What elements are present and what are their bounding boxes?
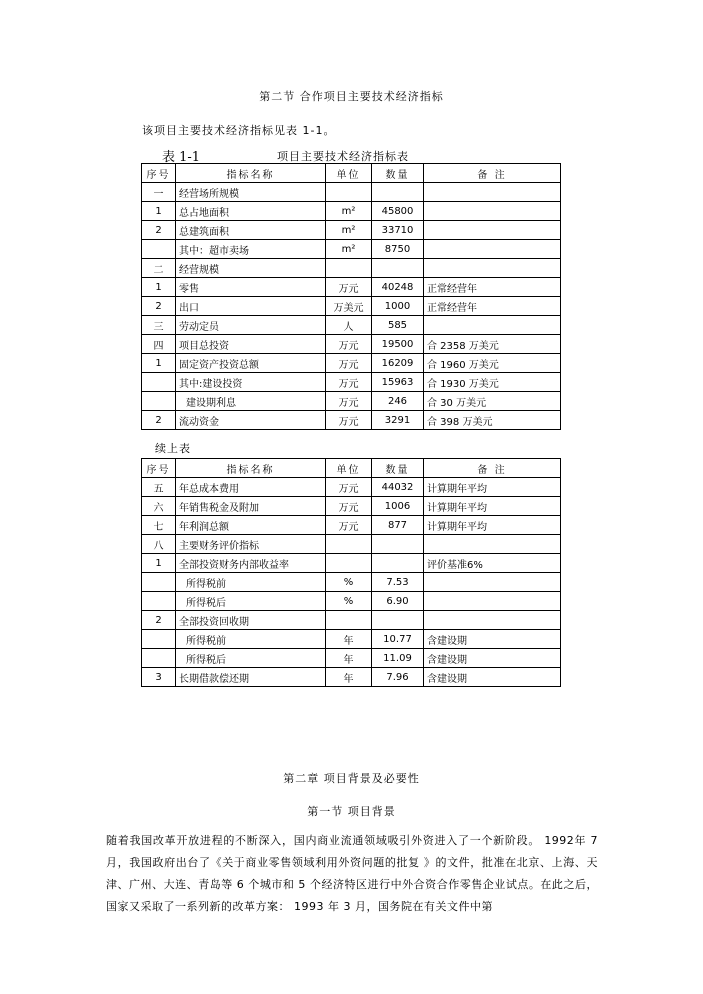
- col-header-quantity: 数量: [372, 459, 424, 478]
- cell-name: 经营规模: [176, 259, 326, 278]
- table-row: [142, 411, 561, 430]
- table-header-row: [142, 459, 561, 478]
- table-row: [142, 535, 561, 554]
- cell-remarks: 合 30 万美元: [424, 392, 561, 411]
- cell-name: 项目总投资: [176, 335, 326, 354]
- cell-remarks: 计算期年平均: [424, 478, 561, 497]
- table-row: [142, 259, 561, 278]
- table-row: [142, 611, 561, 630]
- cell-index: [142, 649, 176, 668]
- cell-name: 流动资金: [176, 411, 326, 430]
- cell-quantity: 45800: [372, 202, 424, 221]
- table-row: [142, 392, 561, 411]
- cell-quantity: 246: [372, 392, 424, 411]
- section-title-background: 第一节 项目背景: [307, 805, 396, 818]
- cell-remarks: [424, 611, 561, 630]
- cell-quantity: 10.77: [372, 630, 424, 649]
- cell-name: 劳动定员: [176, 316, 326, 335]
- cell-unit: 万元: [326, 478, 372, 497]
- cell-quantity: 33710: [372, 221, 424, 240]
- cell-quantity: 585: [372, 316, 424, 335]
- cell-remarks: 含建设期: [424, 668, 561, 687]
- cell-quantity: 8750: [372, 240, 424, 259]
- table-row: [142, 335, 561, 354]
- table-row: [142, 373, 561, 392]
- table-row: [142, 649, 561, 668]
- cell-unit: 万元: [326, 278, 372, 297]
- cell-name: 全部投资财务内部收益率: [176, 554, 326, 573]
- cell-name: 其中：超市卖场: [176, 240, 326, 259]
- cell-remarks: [424, 316, 561, 335]
- table-number: 表 1-1: [162, 150, 201, 165]
- cell-name: 建设期利息: [176, 392, 326, 411]
- cell-name: 长期借款偿还期: [176, 668, 326, 687]
- cell-quantity: 11.09: [372, 649, 424, 668]
- col-header-remarks: 备 注: [424, 459, 561, 478]
- continued-label: 续上表: [155, 442, 191, 455]
- cell-unit: 万元: [326, 411, 372, 430]
- cell-index: 1: [142, 354, 176, 373]
- cell-quantity: 7.53: [372, 573, 424, 592]
- cell-name: 所得税后: [176, 592, 326, 611]
- cell-index: 2: [142, 611, 176, 630]
- cell-name: 零售: [176, 278, 326, 297]
- cell-remarks: 含建设期: [424, 649, 561, 668]
- cell-index: 三: [142, 316, 176, 335]
- cell-remarks: 合 1930 万美元: [424, 373, 561, 392]
- cell-unit: [326, 554, 372, 573]
- table-row: [142, 573, 561, 592]
- cell-name: 所得税前: [176, 573, 326, 592]
- cell-unit: m²: [326, 202, 372, 221]
- section-title: 第二节 合作项目主要技术经济指标: [259, 90, 444, 103]
- background-paragraph: 随着我国改革开放进程的不断深入，国内商业流通领域吸引外资进入了一个新阶段。 1992年 7 月，我国政府出台了《关于商业零售领域利用外资问题的批复 》的文件，批准在北京、上海、天津、广州、大连、青岛等 6 个城市和 5 个经济特区进行中外合资合作零售企业试点。在此之后，国家又采取了一系列新的改革方案： 1993 年 3 月，国务院在有关文件中第: [106, 834, 598, 913]
- cell-quantity: 44032: [372, 478, 424, 497]
- col-header-unit: 单位: [326, 164, 372, 183]
- cell-unit: 万元: [326, 497, 372, 516]
- cell-quantity: 16209: [372, 354, 424, 373]
- table-row: [142, 221, 561, 240]
- cell-quantity: 19500: [372, 335, 424, 354]
- cell-index: 五: [142, 478, 176, 497]
- cell-remarks: 正常经营年: [424, 278, 561, 297]
- indicator-table-continued: [141, 458, 561, 687]
- cell-remarks: [424, 202, 561, 221]
- cell-quantity: 1006: [372, 497, 424, 516]
- cell-name: 其中:建设投资: [176, 373, 326, 392]
- table-row: [142, 183, 561, 202]
- cell-remarks: [424, 573, 561, 592]
- cell-remarks: 合 398 万美元: [424, 411, 561, 430]
- cell-quantity: 877: [372, 516, 424, 535]
- cell-unit: 万元: [326, 373, 372, 392]
- cell-quantity: [372, 259, 424, 278]
- cell-unit: 年: [326, 649, 372, 668]
- cell-quantity: 3291: [372, 411, 424, 430]
- cell-remarks: 合 1960 万美元: [424, 354, 561, 373]
- cell-index: 七: [142, 516, 176, 535]
- cell-remarks: 合 2358 万美元: [424, 335, 561, 354]
- cell-index: [142, 373, 176, 392]
- col-header-name: 指标名称: [176, 164, 326, 183]
- table-row: [142, 297, 561, 316]
- cell-unit: 年: [326, 630, 372, 649]
- cell-index: 1: [142, 278, 176, 297]
- cell-remarks: [424, 183, 561, 202]
- col-header-index: 序号: [142, 164, 176, 183]
- cell-unit: [326, 611, 372, 630]
- table-row: [142, 554, 561, 573]
- table-row: [142, 478, 561, 497]
- cell-unit: 人: [326, 316, 372, 335]
- cell-remarks: 正常经营年: [424, 297, 561, 316]
- col-header-remarks: 备 注: [424, 164, 561, 183]
- cell-unit: %: [326, 592, 372, 611]
- cell-index: 1: [142, 202, 176, 221]
- table-header-row: [142, 164, 561, 183]
- cell-name: 年销售税金及附加: [176, 497, 326, 516]
- cell-quantity: 7.96: [372, 668, 424, 687]
- col-header-index: 序号: [142, 459, 176, 478]
- cell-unit: 万元: [326, 335, 372, 354]
- cell-quantity: [372, 183, 424, 202]
- cell-unit: %: [326, 573, 372, 592]
- cell-index: 一: [142, 183, 176, 202]
- col-header-unit: 单位: [326, 459, 372, 478]
- cell-index: 2: [142, 411, 176, 430]
- cell-index: 八: [142, 535, 176, 554]
- cell-name: 总占地面积: [176, 202, 326, 221]
- cell-quantity: 40248: [372, 278, 424, 297]
- cell-name: 主要财务评价指标: [176, 535, 326, 554]
- table-row: [142, 497, 561, 516]
- table-row: [142, 202, 561, 221]
- table-row: [142, 592, 561, 611]
- cell-remarks: [424, 221, 561, 240]
- cell-remarks: [424, 240, 561, 259]
- cell-index: [142, 630, 176, 649]
- cell-quantity: [372, 535, 424, 554]
- cell-name: 所得税前: [176, 630, 326, 649]
- cell-name: 固定资产投资总额: [176, 354, 326, 373]
- table-row: [142, 240, 561, 259]
- cell-name: 年利润总额: [176, 516, 326, 535]
- cell-index: 1: [142, 554, 176, 573]
- cell-name: 经营场所规模: [176, 183, 326, 202]
- cell-remarks: 计算期年平均: [424, 516, 561, 535]
- cell-index: 二: [142, 259, 176, 278]
- table-row: [142, 516, 561, 535]
- table-row: [142, 316, 561, 335]
- cell-unit: 年: [326, 668, 372, 687]
- cell-quantity: 1000: [372, 297, 424, 316]
- cell-name: 年总成本费用: [176, 478, 326, 497]
- cell-name: 总建筑面积: [176, 221, 326, 240]
- indicator-table: [141, 163, 561, 430]
- chapter-title: 第二章 项目背景及必要性: [283, 772, 420, 785]
- cell-quantity: 6.90: [372, 592, 424, 611]
- cell-unit: m²: [326, 221, 372, 240]
- cell-name: 所得税后: [176, 649, 326, 668]
- cell-unit: 万元: [326, 354, 372, 373]
- cell-index: [142, 392, 176, 411]
- cell-unit: [326, 535, 372, 554]
- cell-remarks: 评价基准6%: [424, 554, 561, 573]
- table-row: [142, 278, 561, 297]
- cell-name: 出口: [176, 297, 326, 316]
- cell-index: 六: [142, 497, 176, 516]
- cell-index: 3: [142, 668, 176, 687]
- intro-text: 该项目主要技术经济指标见表 1-1。: [142, 124, 336, 137]
- cell-remarks: 计算期年平均: [424, 497, 561, 516]
- cell-index: 2: [142, 297, 176, 316]
- cell-unit: 万元: [326, 392, 372, 411]
- cell-index: 四: [142, 335, 176, 354]
- table-row: [142, 354, 561, 373]
- cell-quantity: [372, 611, 424, 630]
- cell-unit: 万美元: [326, 297, 372, 316]
- cell-quantity: [372, 554, 424, 573]
- cell-remarks: [424, 592, 561, 611]
- table-row: [142, 668, 561, 687]
- cell-name: 全部投资回收期: [176, 611, 326, 630]
- cell-quantity: 15963: [372, 373, 424, 392]
- cell-unit: m²: [326, 240, 372, 259]
- table-row: [142, 630, 561, 649]
- cell-index: [142, 573, 176, 592]
- cell-unit: [326, 183, 372, 202]
- table-title: 项目主要技术经济指标表: [277, 150, 409, 163]
- cell-remarks: [424, 259, 561, 278]
- cell-unit: [326, 259, 372, 278]
- cell-index: [142, 592, 176, 611]
- cell-index: 2: [142, 221, 176, 240]
- cell-remarks: [424, 535, 561, 554]
- cell-unit: 万元: [326, 516, 372, 535]
- cell-remarks: 含建设期: [424, 630, 561, 649]
- cell-index: [142, 240, 176, 259]
- col-header-name: 指标名称: [176, 459, 326, 478]
- col-header-quantity: 数量: [372, 164, 424, 183]
